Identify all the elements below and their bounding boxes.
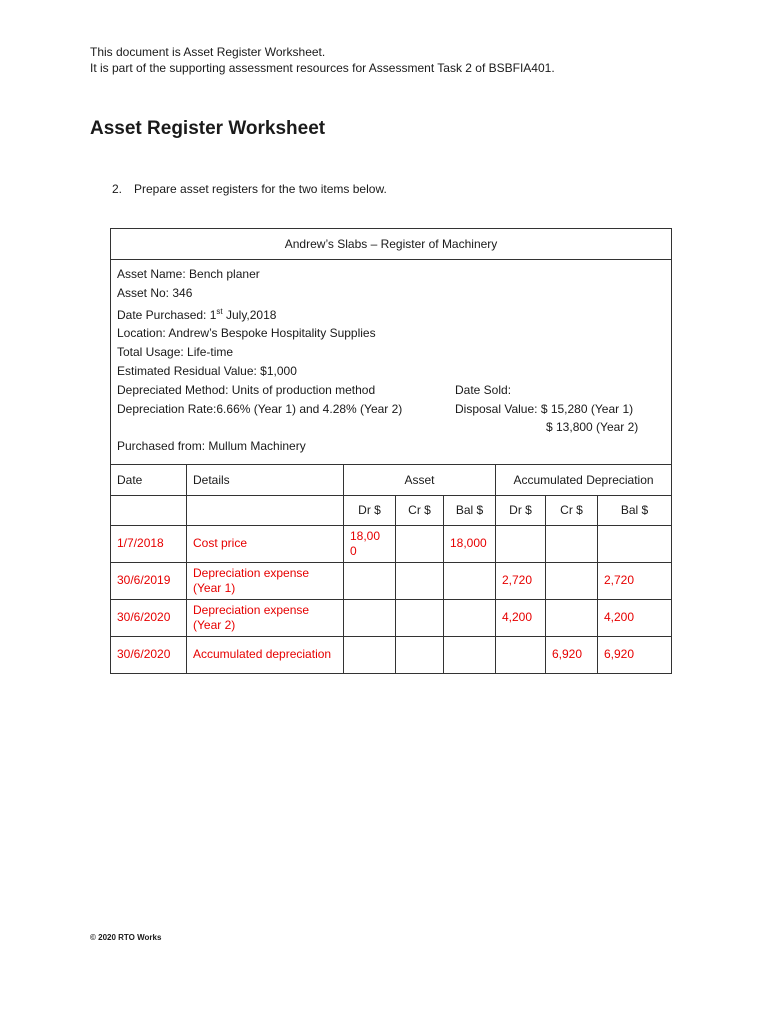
row-asset-dr — [344, 562, 396, 599]
col-dep-cr: Cr $ — [546, 495, 598, 525]
col-accumulated-depreciation: Accumulated Depreciation — [496, 464, 672, 495]
table-row — [111, 636, 672, 673]
depreciation-method: Depreciated Method: Units of production method — [117, 382, 376, 397]
row-asset-bal — [444, 599, 496, 636]
row-dep-bal: 2,720 — [598, 562, 672, 599]
register-heading: Andrew’s Slabs – Register of Machinery — [111, 229, 672, 260]
col-dep-dr: Dr $ — [496, 495, 546, 525]
table-row — [111, 599, 672, 636]
row-details: Cost price — [187, 525, 344, 562]
instruction-number: 2. — [112, 182, 123, 196]
row-asset-bal — [444, 562, 496, 599]
row-asset-bal — [444, 636, 496, 673]
row-dep-dr: 2,720 — [496, 562, 546, 599]
row-dep-dr — [496, 525, 546, 562]
intro-line-1: This document is Asset Register Worksheet. — [90, 45, 326, 59]
row-date: 30/6/2020 — [111, 599, 187, 636]
column-header-row — [111, 464, 672, 495]
total-usage: Total Usage: Life-time — [117, 345, 234, 360]
row-date: 1/7/2018 — [111, 525, 187, 562]
asset-no: Asset No: 346 — [117, 285, 193, 300]
table-row — [111, 562, 672, 599]
residual-value: Estimated Residual Value: $1,000 — [117, 363, 297, 378]
col-asset-cr: Cr $ — [396, 495, 444, 525]
row-dep-bal: 6,920 — [598, 636, 672, 673]
rate-row — [117, 400, 665, 419]
row-asset-cr — [396, 562, 444, 599]
row-dep-dr: 4,200 — [496, 599, 546, 636]
intro-text — [90, 44, 555, 76]
purchased-from: Purchased from: Mullum Machinery — [117, 439, 306, 454]
disposal-value-year2: $ 13,800 (Year 2) — [546, 420, 639, 435]
asset-name: Asset Name: Bench planer — [117, 267, 260, 281]
instruction — [112, 182, 387, 196]
asset-details — [111, 260, 672, 465]
col-asset: Asset — [344, 464, 496, 495]
row-details: Depreciation expense (Year 1) — [187, 562, 344, 599]
row-asset-cr — [396, 636, 444, 673]
row-dep-bal: 4,200 — [598, 599, 672, 636]
date-purchased: Date Purchased: 1st July,2018 — [117, 306, 277, 322]
page-title: Asset Register Worksheet — [90, 118, 326, 139]
row-dep-cr — [546, 525, 598, 562]
footer-copyright: © 2020 RTO Works — [90, 933, 162, 942]
subheader-row — [111, 495, 672, 525]
col-asset-dr: Dr $ — [344, 495, 396, 525]
row-dep-bal — [598, 525, 672, 562]
date-sold: Date Sold: — [455, 382, 512, 397]
row-date: 30/6/2019 — [111, 562, 187, 599]
col-date: Date — [111, 464, 187, 495]
row-dep-cr: 6,920 — [546, 636, 598, 673]
row-details: Accumulated depreciation — [187, 636, 344, 673]
location: Location: Andrew’s Bespoke Hospitality Supplies — [117, 326, 376, 341]
disposal-value-year1: Disposal Value: $ 15,280 (Year 1) — [455, 401, 634, 416]
col-dep-bal: Bal $ — [598, 495, 672, 525]
method-row — [117, 381, 665, 400]
row-dep-cr — [546, 599, 598, 636]
row-dep-dr — [496, 636, 546, 673]
intro-line-2: It is part of the supporting assessment resources for Assessment Task 2 of BSBFIA401. — [90, 61, 555, 75]
col-asset-bal: Bal $ — [444, 495, 496, 525]
row-asset-dr — [344, 636, 396, 673]
row-dep-cr — [546, 562, 598, 599]
row-asset-cr — [396, 525, 444, 562]
asset-register-table — [110, 228, 672, 674]
row-asset-dr: 18,00 0 — [344, 525, 396, 562]
row-date: 30/6/2020 — [111, 636, 187, 673]
depreciation-rate: Depreciation Rate:6.66% (Year 1) and 4.28% (Year 2) — [117, 401, 403, 416]
row-asset-bal: 18,000 — [444, 525, 496, 562]
instruction-text: Prepare asset registers for the two items below. — [134, 182, 387, 196]
row-details: Depreciation expense (Year 2) — [187, 599, 344, 636]
table-row — [111, 525, 672, 562]
col-details: Details — [187, 464, 344, 495]
row-asset-dr — [344, 599, 396, 636]
row-asset-cr — [396, 599, 444, 636]
